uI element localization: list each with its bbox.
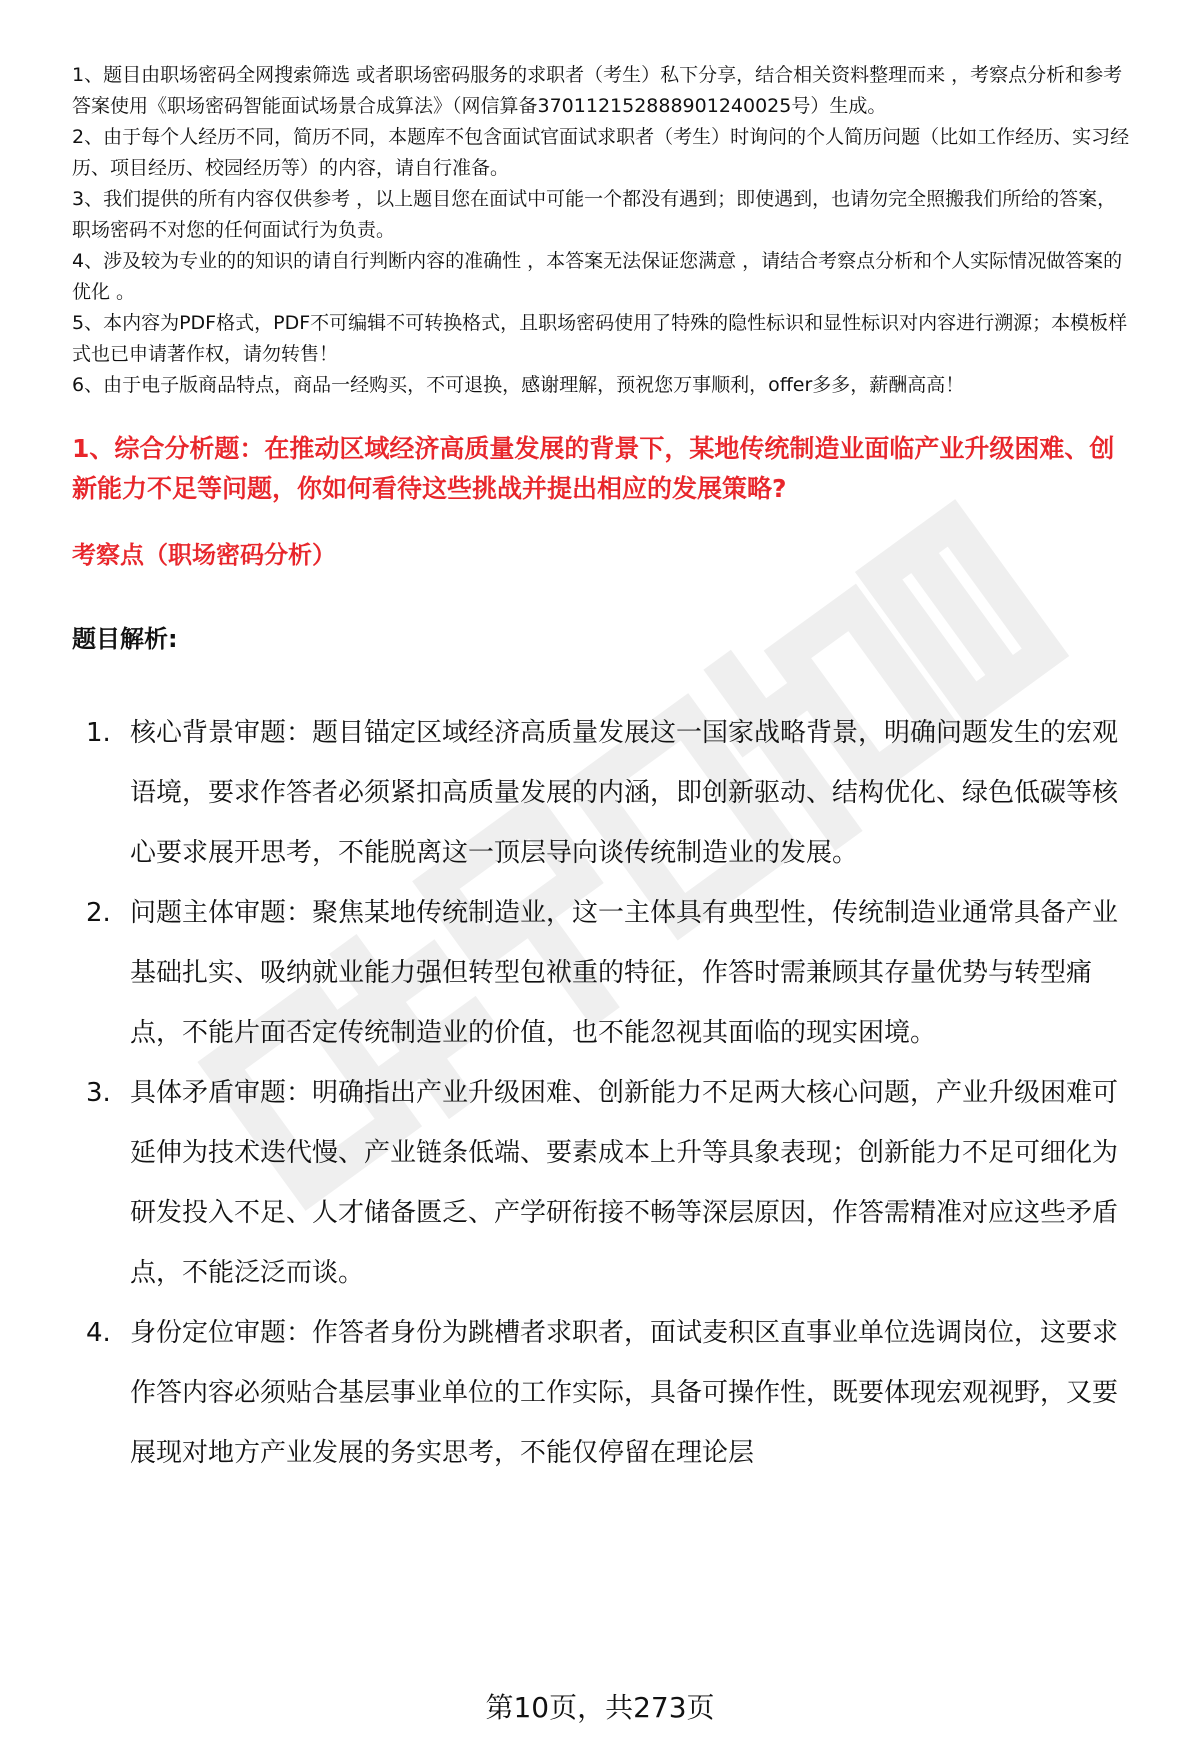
list-item <box>72 883 1130 1063</box>
list-item-text: 核心背景审题：题目锚定区域经济高质量发展这一国家战略背景，明确问题发生的宏观语境，要求作答者必须紧扣高质量发展的内涵，即创新驱动、结构优化、绿色低碳等核心要求展开思考，不能脱离这一顶层导向谈传统制造业的发展。 <box>130 718 1119 868</box>
list-item-number: 1. <box>86 718 111 748</box>
disclaimer-note: 3、我们提供的所有内容仅供参考 ，以上题目您在面试中可能一个都没有遇到；即使遇到，也请勿完全照搬我们所给的答案，职场密码不对您的任何面试行为负责。 <box>72 188 1117 241</box>
analysis-list <box>72 703 1130 1483</box>
list-item-number: 3. <box>86 1078 111 1108</box>
disclaimer-note: 1、题目由职场密码全网搜索筛选 或者职场密码服务的求职者（考生）私下分享，结合相关资料整理而来 ，考察点分析和参考答案使用《职场密码智能面试场景合成算法》（网信算备370112152888901240025号）生成。 <box>72 64 1123 117</box>
disclaimer-note: 5、本内容为PDF格式，PDF不可编辑不可转换格式，且职场密码使用了特殊的隐性标识和显性标识对内容进行溯源；本模板样式也已申请著作权，请勿转售！ <box>72 312 1128 365</box>
list-item-number: 2. <box>86 898 111 928</box>
disclaimer-notes <box>72 0 1130 401</box>
disclaimer-note: 2、由于每个人经历不同，简历不同，本题库不包含面试官面试求职者（考生）时询问的个人简历问题（比如工作经历、实习经历、项目经历、校园经历等）的内容，请自行准备。 <box>72 126 1130 179</box>
analysis-heading: 题目解析: <box>72 625 178 653</box>
list-item-text: 身份定位审题：作答者身份为跳槽者求职者，面试麦积区直事业单位选调岗位，这要求作答内容必须贴合基层事业单位的工作实际，具备可操作性，既要体现宏观视野，又要展现对地方产业发展的务实思考，不能仅停留在理论层 <box>130 1318 1119 1468</box>
list-item-text: 问题主体审题：聚焦某地传统制造业，这一主体具有典型性，传统制造业通常具备产业基础扎实、吸纳就业能力强但转型包袱重的特征，作答时需兼顾其存量优势与转型痛点，不能片面否定传统制造业的价值，也不能忽视其面临的现实困境。 <box>130 898 1119 1048</box>
list-item <box>72 1303 1130 1483</box>
disclaimer-note: 4、涉及较为专业的的知识的请自行判断内容的准确性 ，本答案无法保证您满意 ，请结合考察点分析和个人实际情况做答案的优化 。 <box>72 250 1123 303</box>
list-item-number: 4. <box>86 1318 111 1348</box>
page-number-footer: 第10页，共273页 <box>485 1691 715 1724</box>
disclaimer-note: 6、由于电子版商品特点，商品一经购买，不可退换，感谢理解，预祝您万事顺利，offer多多，薪酬高高！ <box>72 374 965 396</box>
list-item-text: 具体矛盾审题：明确指出产业升级困难、创新能力不足两大核心问题，产业升级困难可延伸为技术迭代慢、产业链条低端、要素成本上升等具象表现；创新能力不足可细化为研发投入不足、人才储备匮乏、产学研衔接不畅等深层原因，作答需精准对应这些矛盾点，不能泛泛而谈。 <box>130 1078 1119 1288</box>
question-title: 1、综合分析题：在推动区域经济高质量发展的背景下，某地传统制造业面临产业升级困难、创新能力不足等问题，你如何看待这些挑战并提出相应的发展策略? <box>72 434 1115 503</box>
list-item <box>72 703 1130 883</box>
exam-point-heading: 考察点（职场密码分析） <box>72 541 336 569</box>
list-item <box>72 1063 1130 1303</box>
